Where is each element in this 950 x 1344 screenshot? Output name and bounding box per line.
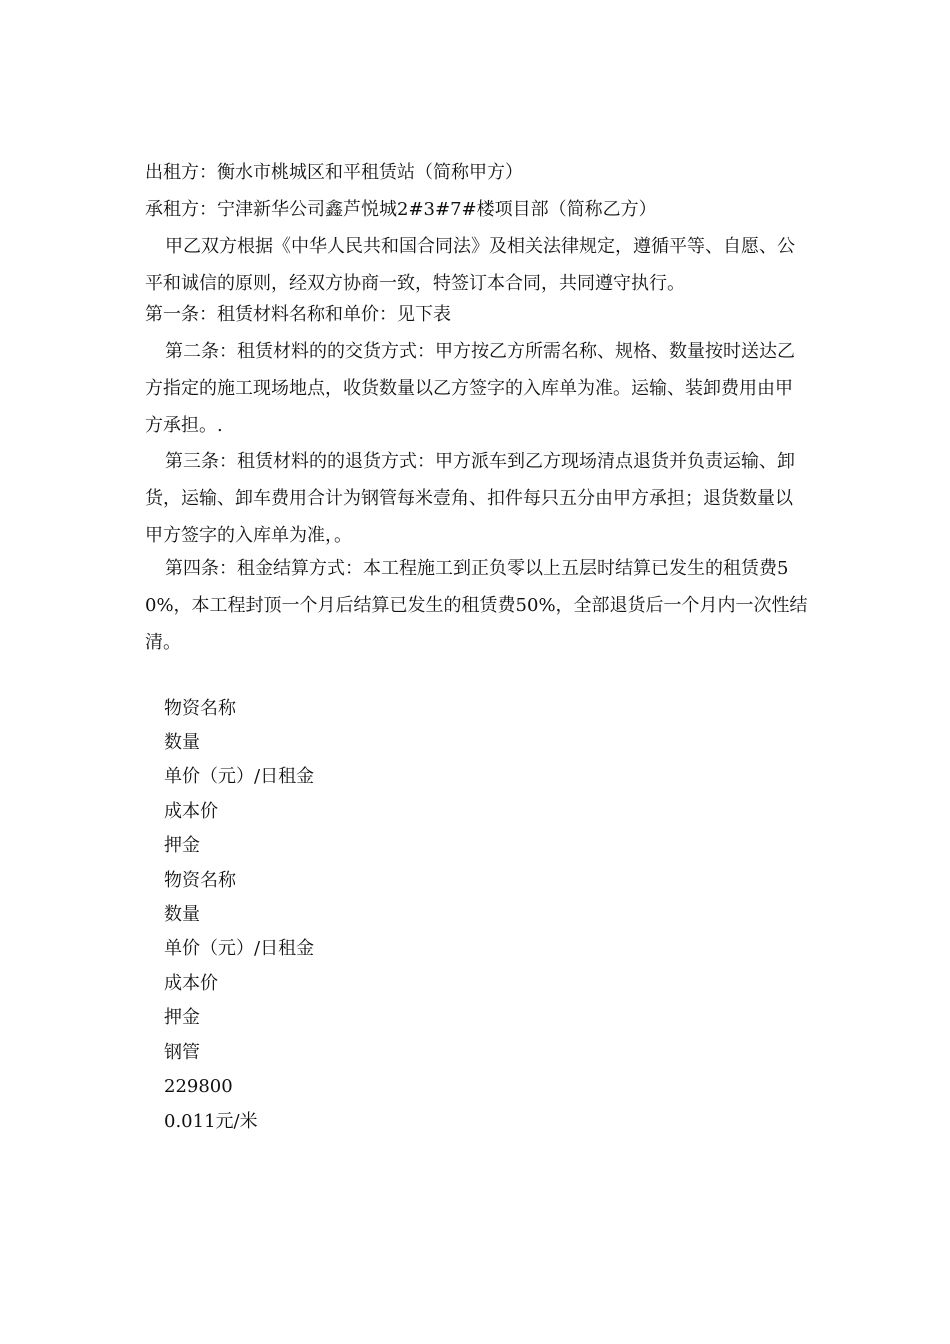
table-header-unit-price: 单价（元）/日租金 <box>164 766 315 787</box>
table-cell-unit-price: 0.011元/米 <box>164 1111 258 1132</box>
table-header-deposit: 押金 <box>164 1007 200 1028</box>
preamble-paragraph: 甲乙双方根据《中华人民共和国合同法》及相关法律规定，遵循平等、自愿、公平和诚信的原则，经双方协商一致，特签订本合同，共同遵守执行。 <box>145 236 795 294</box>
table-header-name: 物资名称 <box>164 698 236 719</box>
article-1: 第一条：租赁材料名称和单价：见下表 <box>145 304 451 325</box>
table-header-unit-price: 单价（元）/日租金 <box>164 938 315 959</box>
table-header-cost-price: 成本价 <box>164 801 218 822</box>
table-cell-material: 钢管 <box>164 1042 200 1063</box>
lessor-line: 出租方：衡水市桃城区和平租赁站（简称甲方） <box>145 162 523 183</box>
table-header-quantity: 数量 <box>164 904 200 925</box>
table-header-cost-price: 成本价 <box>164 973 218 994</box>
table-header-quantity: 数量 <box>164 732 200 753</box>
article-2: 第二条：租赁材料的的交货方式：甲方按乙方所需名称、规格、数量按时送达乙方指定的施工现场地点，收货数量以乙方签字的入库单为准。运输、装卸费用由甲方承担。. <box>145 341 795 436</box>
article-3: 第三条：租赁材料的的退货方式：甲方派车到乙方现场清点退货并负责运输、卸货，运输、卸车费用合计为钢管每米壹角、扣件每只五分由甲方承担；退货数量以甲方签字的入库单为准，。 <box>145 451 795 546</box>
table-cell-quantity: 229800 <box>164 1076 233 1097</box>
table-header-deposit: 押金 <box>164 835 200 856</box>
article-4: 第四条：租金结算方式：本工程施工到正负零以上五层时结算已发生的租赁费50%，本工程封顶一个月后结算已发生的租赁费50%，全部退货后一个月内一次性结清。 <box>145 558 808 653</box>
lessee-line: 承租方：宁津新华公司鑫芦悦城2#3#7#楼项目部（简称乙方） <box>145 199 657 220</box>
table-header-name: 物资名称 <box>164 870 236 891</box>
